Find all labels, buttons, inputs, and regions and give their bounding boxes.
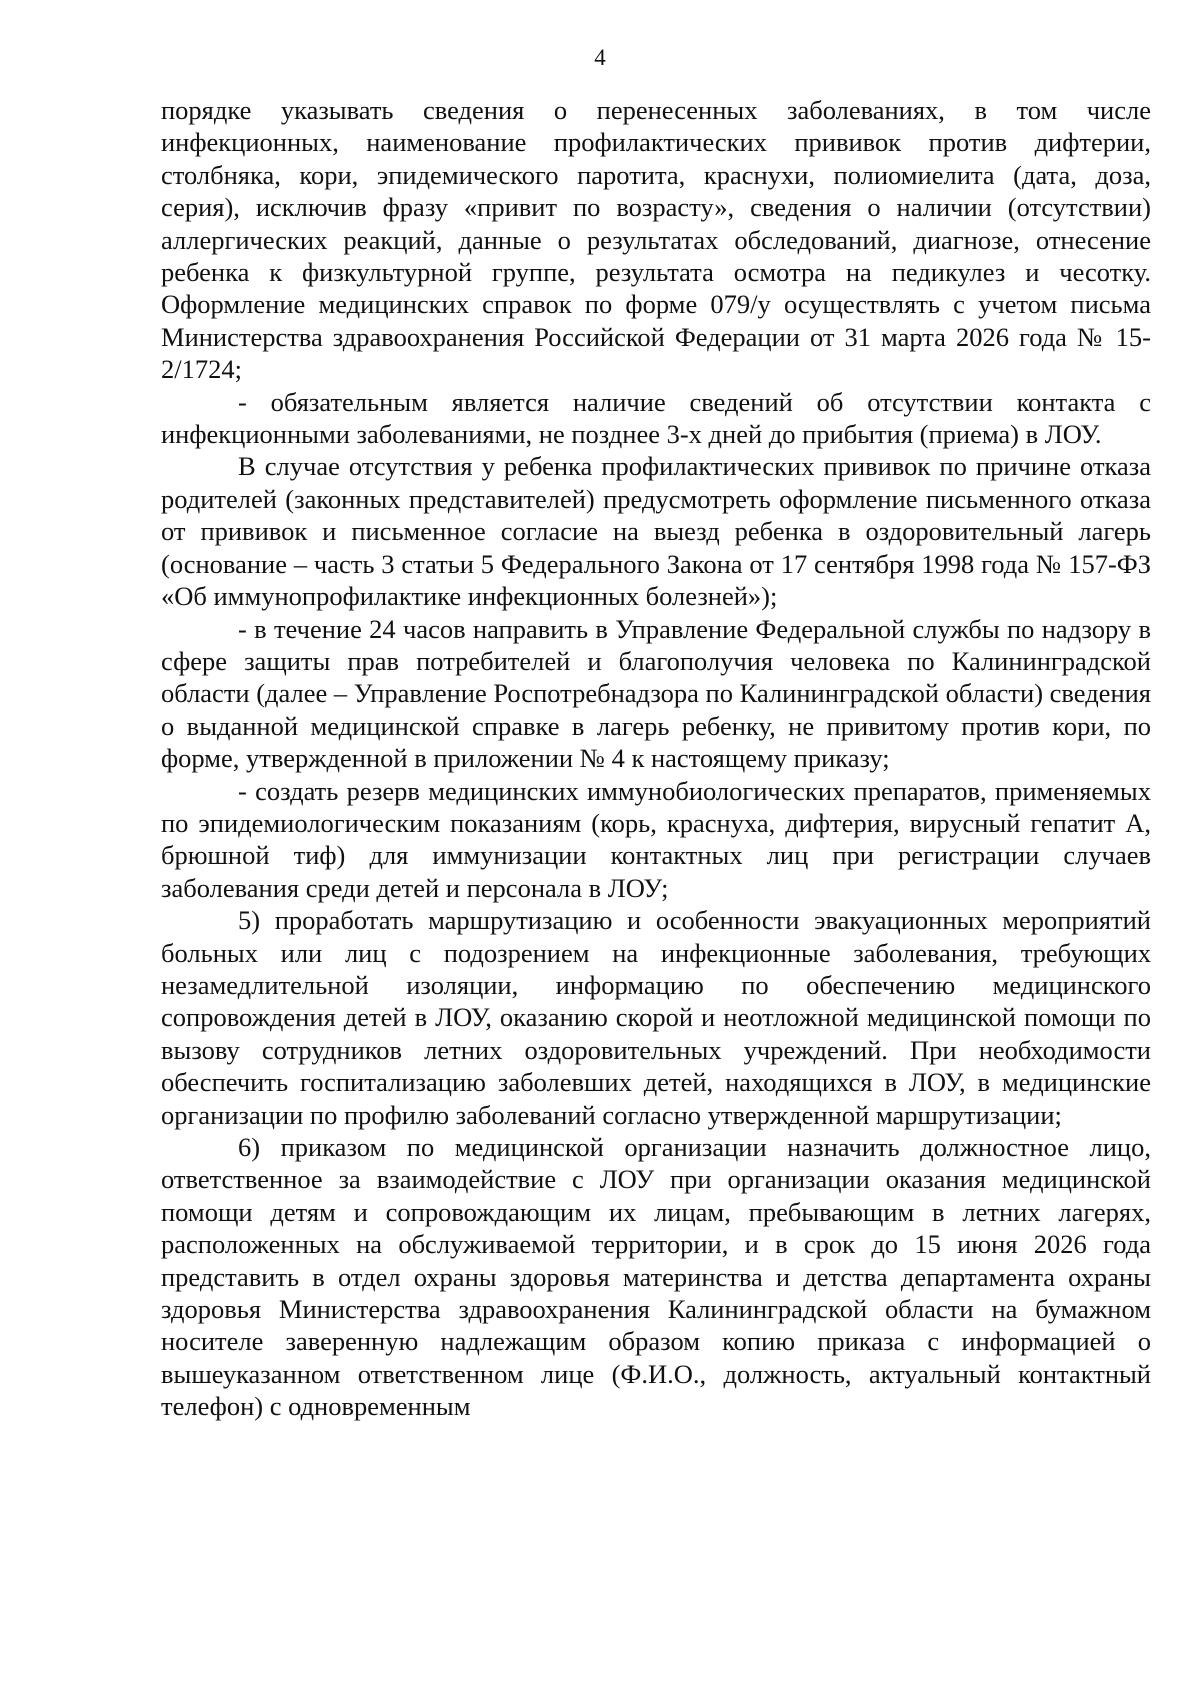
paragraph-medical-certificate-details: порядке указывать сведения о перенесенных заболеваниях, в том числе инфекционных, наименование профилактических прививок против дифтерии, столбняка, кори, эпидемического паротита, краснухи, полиомиелита (дата, доза, серия), исключив фразу «привит по возрасту», сведения о наличии (отсутствии) аллергических реакций, данные о результатах обследований, диагнозе, отнесение ребенка к физкультурной группе, результата осмотра на педикулез и чесотку. Оформление медицинских справок по форме 079/у осуществлять с учетом письма Министерства здравоохранения Российской Федерации от 31 марта 2026 года № 15-2/1724; (161, 95, 1151, 385)
paragraph-item-5-evacuation-routing: 5) проработать маршрутизацию и особенности эвакуационных мероприятий больных или лиц с подозрением на инфекционные заболевания, требующих незамедлительной изоляции, информацию по обеспечению медицинского сопровождения детей в ЛОУ, оказанию скорой и неотложной медицинской помощи по вызову сотрудников летних оздоровительных учреждений. При необходимости обеспечить госпитализацию заболевших детей, находящихся в ЛОУ, в медицинские организации по профилю заболеваний согласно утвержденной маршрутизации; (161, 905, 1151, 1130)
paragraph-vaccination-refusal: В случае отсутствия у ребенка профилактических прививок по причине отказа родителей (законных представителей) предусмотреть оформление письменного отказа от прививок и письменное согласие на выезд ребенка в оздоровительный лагерь (основание – часть 3 статьи 5 Федерального Закона от 17 сентября 1998 года № 157-ФЗ «Об иммунопрофилактике инфекционных болезней»); (161, 451, 1151, 612)
page-number: 4 (594, 45, 606, 70)
paragraph-rospotrebnadzor-report: - в течение 24 часов направить в Управление Федеральной службы по надзору в сфере защиты прав потребителей и благополучия человека по Калининградской области (далее – Управление Роспотребнадзора по Калининградской области) сведения о выданной медицинской справке в лагерь ребенку, не привитому против кори, по форме, утвержденной в приложении № 4 к настоящему приказу; (161, 613, 1151, 774)
paragraph-item-6-responsible-person: 6) приказом по медицинской организации назначить должностное лицо, ответственное за взаимодействие с ЛОУ при организации оказания медицинской помощи детям и сопровождающим их лицам, пребывающим в летних лагерях, расположенных на обслуживаемой территории, и в срок до 15 июня 2026 года представить в отдел охраны здоровья материнства и детства департамента охраны здоровья Министерства здравоохранения Калининградской области на бумажном носителе заверенную надлежащим образом копию приказа с информацией о вышеуказанном ответственном лице (Ф.И.О., должность, актуальный контактный телефон) с одновременным (161, 1132, 1151, 1422)
paragraph-immunobiological-reserve: - создать резерв медицинских иммунобиологических препаратов, применяемых по эпидемиологическим показаниям (корь, краснуха, дифтерия, вирусный гепатит А, брюшной тиф) для иммунизации контактных лиц при регистрации случаев заболевания среди детей и персонала в ЛОУ; (161, 775, 1151, 903)
paragraph-contact-absence: - обязательным является наличие сведений об отсутствии контакта с инфекционными заболеваниями, не позднее 3-х дней до прибытия (приема) в ЛОУ. (161, 386, 1151, 450)
document-body (161, 94, 1151, 1423)
